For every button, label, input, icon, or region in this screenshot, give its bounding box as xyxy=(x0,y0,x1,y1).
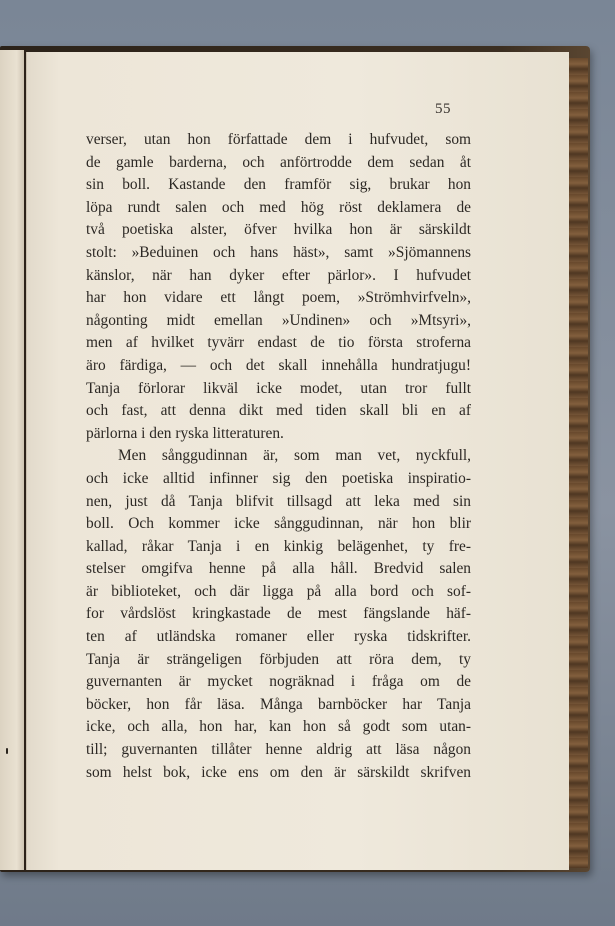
text-line: boll. Och kommer icke sånggudinnan, när hon blir xyxy=(86,515,471,533)
text-line: har hon vidare ett långt poem, »Strömhvirfveln», xyxy=(86,289,471,307)
text-line: ten af utländska romaner eller ryska tidskrifter. xyxy=(86,628,471,646)
text-line: äro färdiga, — och det skall innehålla hundratjugu! xyxy=(86,356,471,374)
text-line: men af hvilket tyvärr endast de tio första stroferna xyxy=(86,334,471,352)
text-line: till; guvernanten tillåter henne aldrig att läsa någon xyxy=(86,741,471,759)
text-line: pärlorna i den ryska litteraturen. xyxy=(86,424,284,442)
text-line: någonting midt emellan »Undinen» och »Mtsyri», xyxy=(86,311,471,329)
text-line: guvernanten är mycket nogräknad i fråga om de xyxy=(86,673,471,691)
text-line: är biblioteket, och där ligga på alla bord och sof- xyxy=(86,582,471,600)
text-line: nen, just då Tanja blifvit tillsagd att leka med sin xyxy=(86,492,471,510)
page-text xyxy=(86,129,471,784)
text-line: Men sånggudinnan är, som man vet, nyckfull, xyxy=(118,447,471,465)
text-line: for vårdslöst kringkastade de mest fängslande häf- xyxy=(86,605,471,623)
page-number: 55 xyxy=(435,101,451,117)
text-line: känslor, när han dyker efter pärlor». I hufvudet xyxy=(86,266,471,284)
text-line: kallad, råkar Tanja i en kinkig belägenhet, ty fre- xyxy=(86,537,471,555)
text-line: de gamle barderna, och anförtrodde dem sedan åt xyxy=(86,153,471,171)
text-line: som helst bok, icke ens om den är särskildt skrifven xyxy=(86,763,471,781)
margin-mark xyxy=(6,748,8,754)
text-line: och fast, att denna dikt med tiden skall bli en af xyxy=(86,402,471,420)
text-line: och icke alltid infinner sig den poetiska inspiratio- xyxy=(86,469,471,487)
text-line: stolt: »Beduinen och hans häst», samt »Sjömannens xyxy=(86,243,471,261)
text-line: två poetiska alster, öfver hvilka hon är särskildt xyxy=(86,221,471,239)
book-page-edges xyxy=(568,58,588,868)
text-line: Tanja förlorar likväl icke modet, utan tror fullt xyxy=(86,379,471,397)
text-line: stelser omgifva henne på alla håll. Bredvid salen xyxy=(86,560,471,578)
text-line: Tanja är strängeligen förbjuden att röra dem, ty xyxy=(86,650,471,668)
text-line: icke, och alla, hon har, kan hon så godt som utan- xyxy=(86,718,471,736)
text-line: löpa rundt salen och med hög röst deklamera de xyxy=(86,198,471,216)
left-page-edge xyxy=(0,50,24,870)
text-line: böcker, hon får läsa. Många barnböcker har Tanja xyxy=(86,695,471,713)
text-line: sin boll. Kastande den framför sig, brukar hon xyxy=(86,176,471,194)
text-line: verser, utan hon författade dem i hufvudet, som xyxy=(86,131,471,148)
